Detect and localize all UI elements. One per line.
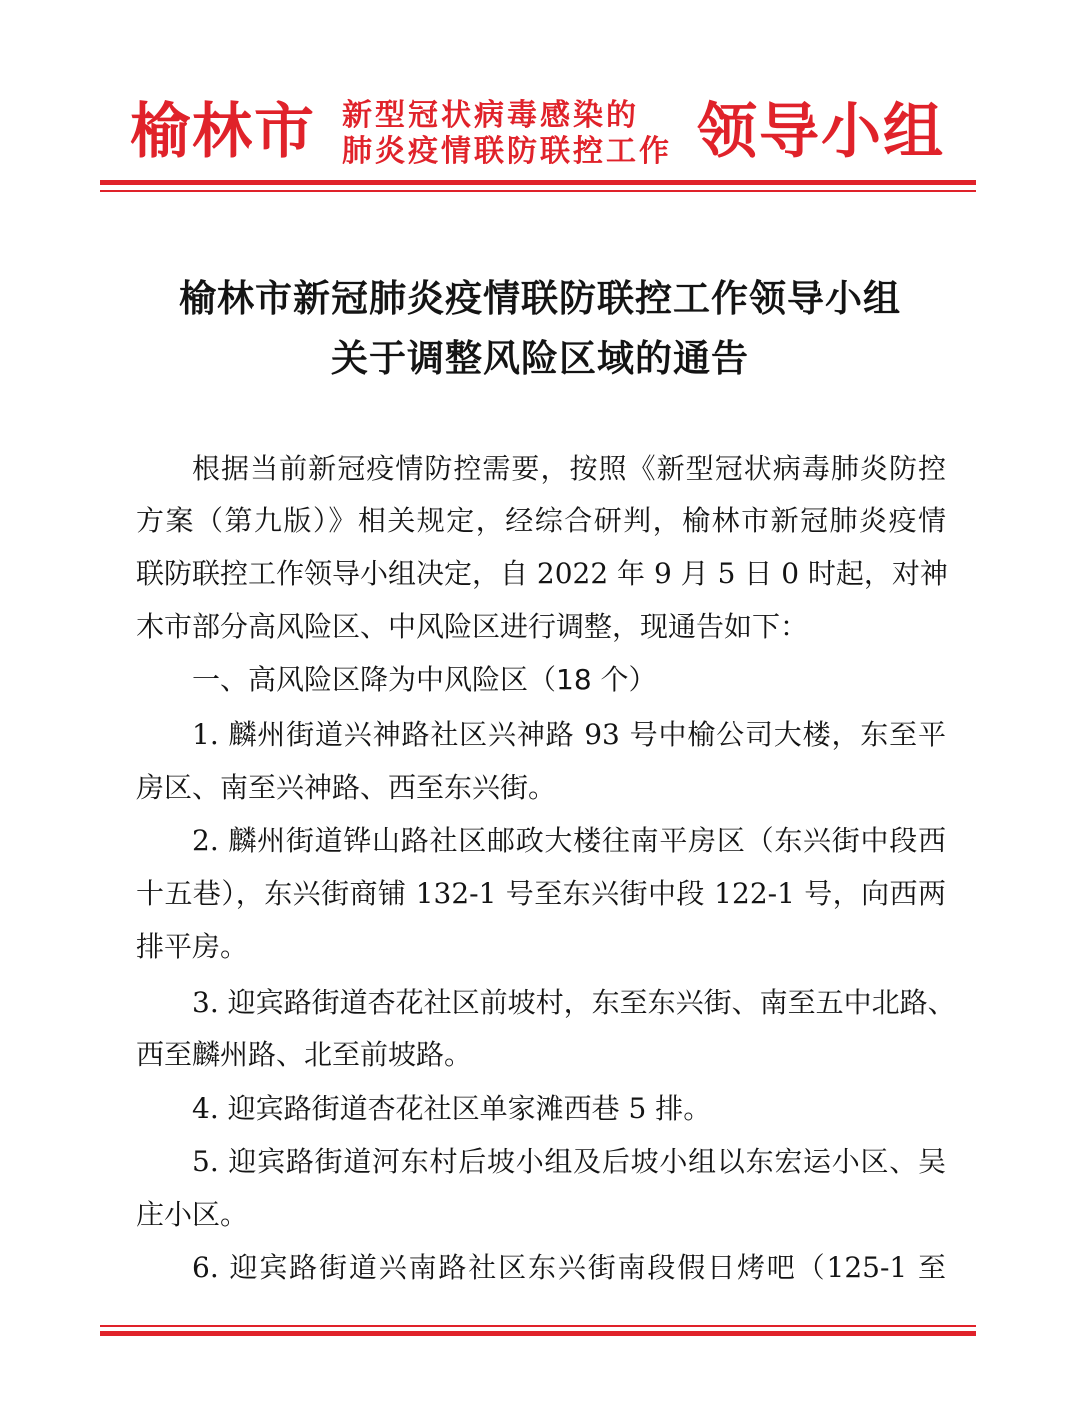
letterhead-city: 榆林市 xyxy=(130,97,316,167)
document-title-line1: 榆林市新冠肺炎疫情联防联控工作领导小组 xyxy=(179,276,901,320)
list-item-line: 房区、南至兴神路、西至东兴街。 xyxy=(136,771,557,804)
letterhead xyxy=(100,92,980,174)
paragraph-line: 方案（第九版）》相关规定，经综合研判，榆林市新冠肺炎疫情 xyxy=(136,504,946,537)
paragraph-line: 根据当前新冠疫情防控需要，按照《新型冠状病毒肺炎防控 xyxy=(192,452,946,485)
list-item-line: 3. 迎宾路街道杏花社区前坡村，东至东兴街、南至五中北路、 xyxy=(192,986,956,1019)
list-item-line: 4. 迎宾路街道杏花社区单家滩西巷 5 排。 xyxy=(192,1092,712,1125)
document-title-line2: 关于调整风险区域的通告 xyxy=(331,336,749,380)
list-item-line: 排平房。 xyxy=(136,930,249,963)
letterhead-divider-thick xyxy=(100,180,976,185)
section-heading: 一、高风险区降为中风险区（18 个） xyxy=(192,663,657,696)
footer-divider-thick xyxy=(100,1331,976,1336)
letterhead-middle-line2: 肺炎疫情联防联控工作 xyxy=(342,134,672,169)
letterhead-middle-line1: 新型冠状病毒感染的 xyxy=(342,98,639,133)
paragraph-line: 木市部分高风险区、中风险区进行调整，现通告如下： xyxy=(136,610,809,643)
list-item-line: 十五巷），东兴街商铺 132-1 号至东兴街中段 122-1 号，向西两 xyxy=(136,877,946,910)
list-item-line: 2. 麟州街道铧山路社区邮政大楼往南平房区（东兴街中段西 xyxy=(192,824,946,857)
footer-divider-thin xyxy=(100,1325,976,1327)
letterhead-middle xyxy=(342,98,672,170)
list-item-line: 5. 迎宾路街道河东村后坡小组及后坡小组以东宏运小区、吴 xyxy=(192,1145,946,1178)
list-item-line: 1. 麟州街道兴神路社区兴神路 93 号中榆公司大楼，东至平 xyxy=(192,718,946,751)
paragraph-line: 联防联控工作领导小组决定，自 2022 年 9 月 5 日 0 时起，对神 xyxy=(136,557,948,590)
list-item-line: 西至麟州路、北至前坡路。 xyxy=(136,1038,473,1071)
list-item-line: 庄小区。 xyxy=(136,1198,249,1231)
letterhead-group: 领导小组 xyxy=(697,97,945,167)
letterhead-divider-thin xyxy=(100,190,976,192)
list-item-line: 6. 迎宾路街道兴南路社区东兴街南段假日烤吧（125-1 至 xyxy=(192,1251,946,1284)
